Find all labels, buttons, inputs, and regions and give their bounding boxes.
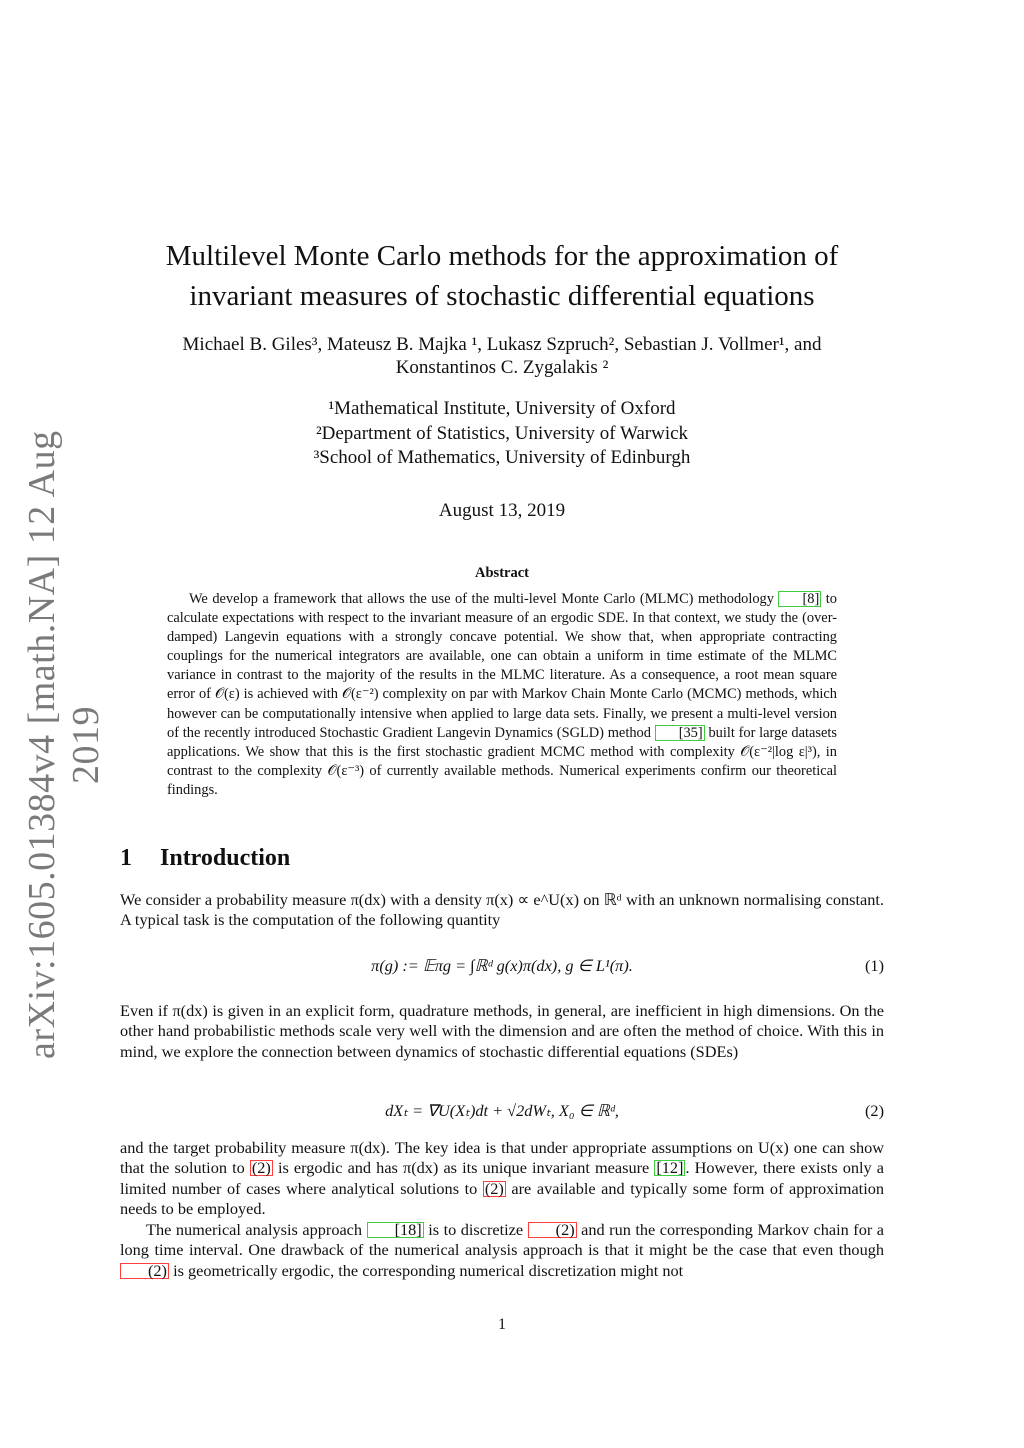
paragraph-3-text-1: and the target probability measure π(dx). The key idea is that under appropriate assumptions on U(x) one can show that the solution to — [120, 1138, 884, 1178]
paragraph-3-text-2: is ergodic and has π(dx) as its unique invariant measure — [277, 1158, 650, 1178]
affiliation-list — [120, 397, 884, 471]
section-title: Introduction — [160, 845, 291, 871]
equation-reference-link[interactable]: (2) — [120, 1263, 169, 1279]
paragraph-3-text-3: . However, there exists only a limited number of cases where analytical solutions to — [120, 1158, 884, 1198]
authors-line-2: Konstantinos C. Zygalakis ² — [395, 357, 609, 378]
paragraph-1: We consider a probability measure π(dx) with a density π(x) ∝ e^U(x) on ℝᵈ with an unknown normalising constant. A typical task is the computation of the following quantity — [120, 890, 884, 930]
citation-link[interactable]: [18] — [367, 1222, 424, 1238]
paper-title — [120, 236, 884, 316]
abstract-text-part-2: to calculate expectations with respect to the invariant measure of an ergodic SDE. In that context, we study the (over-damped) Langevin equations with a strongly concave potential. We show that, when appropriate contracting couplings for the numerical integrators are available, one can obtain a uniform in time estimate of the MLMC variance in contrast to the majority of the results in the MLMC literature. As a consequence, a root mean square error of 𝒪(ε) is achieved with 𝒪(ε⁻²) complexity on par with Markov Chain Monte Carlo (MCMC) methods, which however can be computationally intensive when applied to large data sets. Finally, we present a multi-level version of the recently introduced Stochastic Gradient Langevin Dynamics (SGLD) method — [167, 591, 837, 741]
equation-reference-link[interactable]: (2) — [484, 1178, 504, 1198]
paragraph-4-text-4: is geometrically ergodic, the corresponding numerical discretization might not — [173, 1260, 684, 1280]
page-number: 1 — [498, 1316, 506, 1333]
affiliation-1: ¹Mathematical Institute, University of Oxford — [328, 398, 676, 419]
paragraph-3-text-4: are available and typically some form of approximation needs to be employed. — [120, 1178, 885, 1219]
authors-line-1: Michael B. Giles³, Mateusz B. Majka ¹, Lukasz Szpruch², Sebastian J. Vollmer¹, and — [182, 334, 822, 355]
affiliation-2: ²Department of Statistics, University of Warwick — [315, 422, 689, 444]
title-line-1: Multilevel Monte Carlo methods for the approximation of — [165, 240, 839, 272]
paragraph-4-text-1: The numerical analysis approach — [146, 1220, 363, 1239]
affiliation-3: ³School of Mathematics, University of Edinburgh — [313, 447, 691, 468]
section-number: 1 — [120, 845, 132, 871]
paragraph-4-text-3: and run the corresponding Markov chain for a long time interval. One drawback of the numerical analysis approach is that it might be the case that even though — [120, 1220, 884, 1260]
abstract-text-part-3: built for large datasets applications. We show that this is the first stochastic gradient MCMC method with complexity 𝒪(ε⁻²|log ε|³), in contrast to the complexity 𝒪(ε⁻³) of currently available methods. Numerical experiments confirm our theoretical findings. — [167, 724, 837, 798]
equation-1-number: (1) — [865, 956, 884, 975]
title-line-2: invariant measures of stochastic differential equations — [189, 280, 815, 312]
paragraph-3 — [120, 1138, 884, 1220]
arxiv-identifier: arXiv:1605.01384v4 [math.NA] 12 Aug 2019 — [21, 430, 107, 1060]
equation-2-body: dXₜ = ∇U(Xₜ)dt + √2dWₜ, X₀ ∈ ℝᵈ, — [385, 1101, 619, 1120]
abstract-text-part-1: We develop a framework that allows the use of the multi-level Monte Carlo (MLMC) methodology — [189, 591, 774, 607]
equation-reference-link[interactable]: (2) — [251, 1158, 271, 1178]
citation-link[interactable]: [12] — [656, 1158, 684, 1178]
equation-1 — [120, 956, 884, 980]
paragraph-2: Even if π(dx) is given in an explicit form, quadrature methods, in general, are inefficient in high dimensions. On the other hand probabilistic methods scale very well with the dimension and are often the method of choice. With this in mind, we explore the connection between dynamics of stochastic differential equations (SDEs) — [120, 1001, 884, 1061]
equation-reference-link[interactable]: (2) — [528, 1222, 577, 1238]
publication-date: August 13, 2019 — [438, 500, 566, 521]
abstract-body — [167, 590, 837, 800]
abstract-heading: Abstract — [475, 565, 529, 581]
paragraph-4-text-2: is to discretize — [428, 1220, 524, 1239]
equation-1-body: π(g) := 𝔼πg = ∫ℝᵈ g(x)π(dx), g ∈ L¹(π). — [371, 956, 633, 975]
equation-2 — [120, 1101, 884, 1125]
section-heading — [120, 845, 884, 872]
equation-2-number: (2) — [865, 1101, 884, 1120]
citation-link[interactable]: [8] — [778, 591, 821, 607]
paragraph-4 — [120, 1220, 884, 1281]
citation-link[interactable]: [35] — [655, 725, 705, 741]
author-list — [120, 333, 884, 379]
